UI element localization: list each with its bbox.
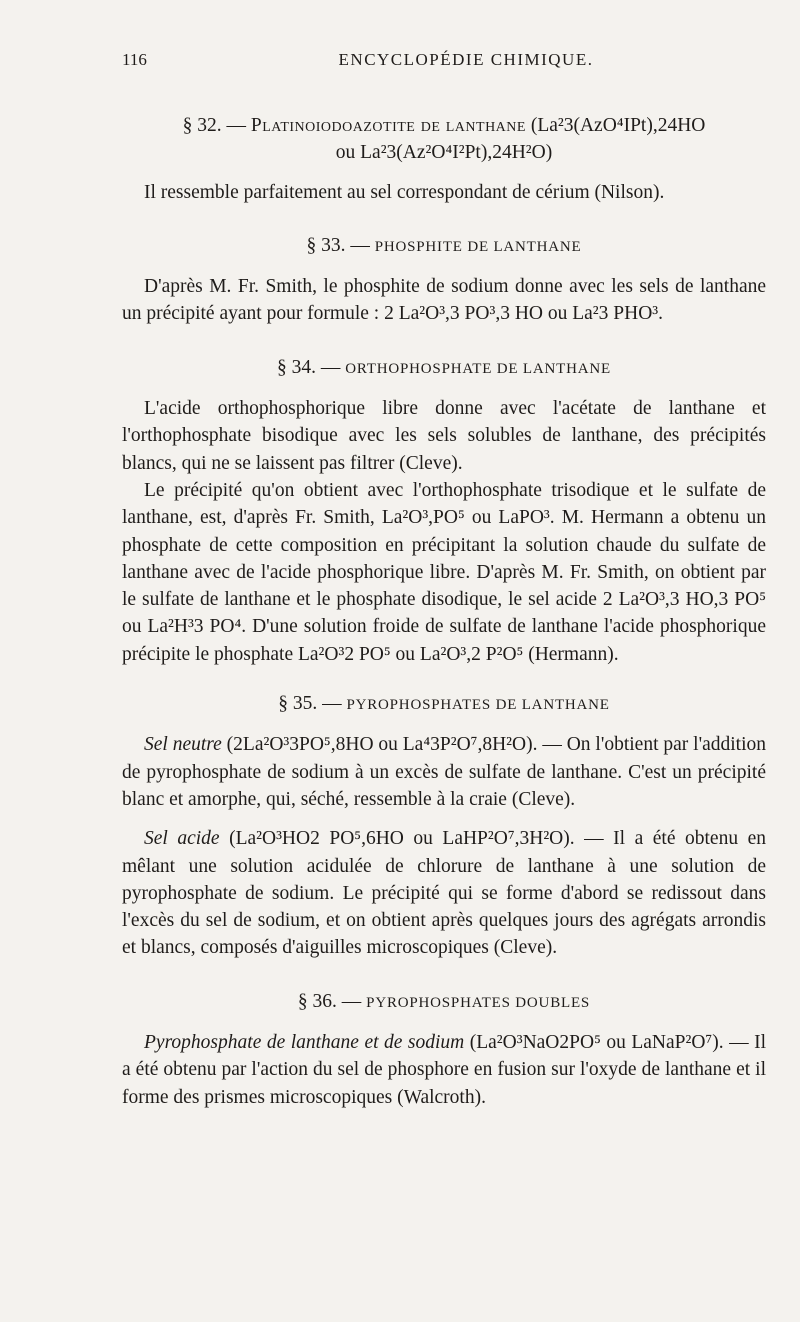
section-35-text-1: (2La²O³3PO⁵,8HO ou La⁴3P²O⁷,8H²O). — On l'obtient par l'addition de pyrophosphate de sodium à un excès de sulfate de lanthane. C'est un précipité blanc et amorphe, qui, séché, ressemble à la craie (Cleve).	[122, 734, 766, 810]
section-36-title: PYROPHOSPHATES DOUBLES	[366, 994, 591, 1011]
section-36-heading	[122, 988, 766, 1017]
section-36-number: § 36. —	[297, 990, 367, 1012]
section-33-heading	[122, 232, 766, 261]
section-34-number: § 34. —	[277, 356, 346, 378]
section-35-heading	[122, 690, 766, 719]
section-32-number: § 32. —	[182, 115, 251, 136]
section-35-paragraph-2	[122, 825, 766, 961]
section-32-heading	[122, 112, 766, 139]
section-34-title: ORTHOPHOSPHATE DE LANTHANE	[345, 360, 611, 377]
section-35-label-1: Sel neutre	[144, 734, 222, 756]
section-34-paragraph-1: L'acide orthophosphorique libre donne avec l'acétate de lanthane et l'orthophosphate bisodique avec les sels solubles de lanthane, des précipités blancs, qui ne se laissent pas filtrer (Cleve).	[122, 398, 766, 474]
section-35-title: PYROPHOSPHATES DE LANTHANE	[346, 697, 610, 714]
section-36-text-1: (La²O³NaO2PO⁵ ou LaNaP²O⁷). — Il a été obtenu par l'action du sel de phosphore en fusion sur l'oxyde de lanthane et il forme des prismes microscopiques (Walcroth).	[122, 1032, 766, 1108]
section-35-number: § 35. —	[278, 693, 347, 715]
section-33-text: D'après M. Fr. Smith, le phosphite de sodium donne avec les sels de lanthane un précipité ayant pour formule : 2 La²O³,3 PO³,3 HO ou La²3 PHO³.	[122, 276, 766, 325]
section-34-heading	[122, 354, 766, 383]
section-33-number: § 33. —	[306, 234, 375, 256]
section-32-title: Platinoiodoazotite de lanthane	[250, 115, 526, 136]
section-32-formula-b: ou La²3(Az²O⁴I²Pt),24H²O)	[335, 142, 553, 164]
section-32-formula-a: (La²3(AzO⁴IPt),24HO	[530, 115, 706, 136]
page-number: 116	[122, 50, 147, 69]
section-32-text: Il ressemble parfaitement au sel correspondant de cérium (Nilson).	[144, 181, 665, 203]
section-36-label-1: Pyrophosphate de lanthane et de sodium	[144, 1032, 465, 1054]
section-33-title: PHOSPHITE DE LANTHANE	[374, 238, 582, 255]
section-36-paragraph-1	[122, 1029, 766, 1111]
page-header	[122, 50, 800, 78]
section-35-text-2: (La²O³HO2 PO⁵,6HO ou LaHP²O⁷,3H²O). — Il a été obtenu en mêlant une solution acidulée de chlorure de lanthane à une solution de pyrophosphate de sodium. Le précipité qui se forme d'abord se redissout dans l'excès du sel de sodium, et on obtient après quelques jours des agrégats arrondis et blancs, composés d'aiguilles microscopiques (Cleve).	[122, 828, 766, 959]
running-title: ENCYCLOPÉDIE CHIMIQUE.	[338, 50, 594, 69]
section-35-paragraph-1	[122, 731, 766, 813]
section-34-paragraph-2: Le précipité qu'on obtient avec l'orthophosphate trisodique et le sulfate de lanthane, est, d'après Fr. Smith, La²O³,PO⁵ ou LaPO³. M. Hermann a obtenu un phosphate de cette composition en précipitant la solution chaude du sulfate de lanthane avec de l'acide phosphorique libre. D'après M. Fr. Smith, on obtient par le sulfate de lanthane et le phosphate disodique, le sel acide 2 La²O³,3 HO,3 PO⁵ ou La²H³3 PO⁴. D'une solution froide de sulfate de lanthane l'acide phosphorique précipite le phosphate La²O³2 PO⁵ ou La²O³,2 P²O⁵ (Hermann).	[122, 479, 766, 665]
section-35-label-2: Sel acide	[144, 828, 220, 850]
page-body	[122, 112, 766, 1111]
